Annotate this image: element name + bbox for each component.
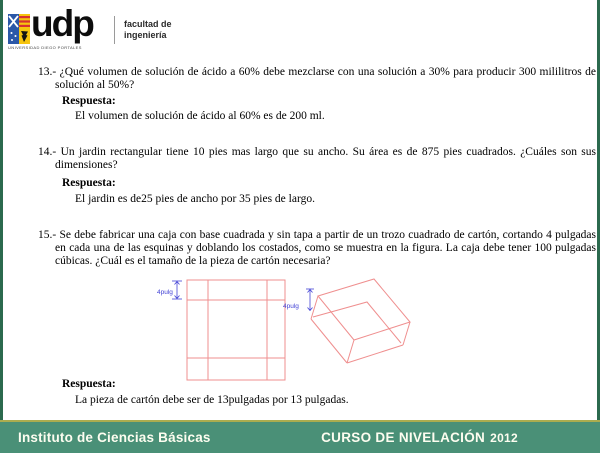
problem-13-answer-label: Respuesta: [62, 95, 116, 107]
footer-course-text: CURSO DE NIVELACIÓN [321, 430, 486, 445]
box-dimension-label: 4pulg [283, 303, 299, 310]
open-box-drawing [311, 279, 410, 363]
faculty-line2: ingeniería [124, 29, 167, 40]
problem-14-number: 14.- [38, 146, 57, 158]
problem-14-answer: El jardin es de25 pies de ancho por 35 pies de largo. [75, 193, 315, 205]
university-name: UNIVERSIDAD DIEGO PORTALES [8, 45, 82, 50]
udp-wordmark: udp [31, 3, 93, 44]
left-green-border [0, 0, 3, 453]
cardboard-box-figure [150, 272, 450, 387]
problem-15-number: 15.- [38, 229, 57, 241]
footer-institute-label: Instituto de Ciencias Básicas [18, 430, 211, 445]
problem-15-answer-label: Respuesta: [62, 378, 116, 390]
footer-bar [0, 422, 600, 453]
flat-cardboard-pattern [187, 280, 285, 380]
problem-15 [38, 229, 596, 269]
problem-13-number: 13.- [38, 66, 57, 78]
faculty-label [124, 19, 172, 40]
footer-course-label [321, 430, 518, 445]
flat-dimension-label: 4pulg [157, 289, 173, 296]
problem-13-answer: El volumen de solución de ácido al 60% es de 200 ml. [75, 110, 325, 122]
faculty-line1: facultad de [124, 19, 172, 29]
problem-15-question: Se debe fabricar una caja con base cuadrada y sin tapa a partir de un trozo cuadrado de cartón, cortando 4 pulgadas en cada una de las esquinas y doblando los costados, como se muestra en la figura. La caja debe tener 100 pulgadas cúbicas. ¿Cuál es el tamaño de la pieza de cartón necesaria? [55, 229, 596, 268]
problem-13 [38, 66, 596, 92]
problem-14-question: Un jardin rectangular tiene 10 pies mas largo que su ancho. Su área es de 875 pies cuadrados. ¿Cuáles son sus dimensiones? [55, 146, 597, 172]
flat-dimension-arrow [172, 281, 182, 299]
problem-14 [38, 146, 596, 172]
problem-15-answer: La pieza de cartón debe ser de 13pulgadas por 13 pulgadas. [75, 394, 349, 406]
problem-13-question: ¿Qué volumen de solución de ácido a 60% debe mezclarse con una solución a 30% para producir 300 mililitros de solución al 50%? [55, 66, 596, 92]
udp-crest-icon [8, 14, 30, 44]
footer-year: 2012 [490, 431, 518, 445]
logo-divider [114, 16, 115, 44]
box-dimension-arrow [306, 289, 314, 311]
problem-14-answer-label: Respuesta: [62, 177, 116, 189]
